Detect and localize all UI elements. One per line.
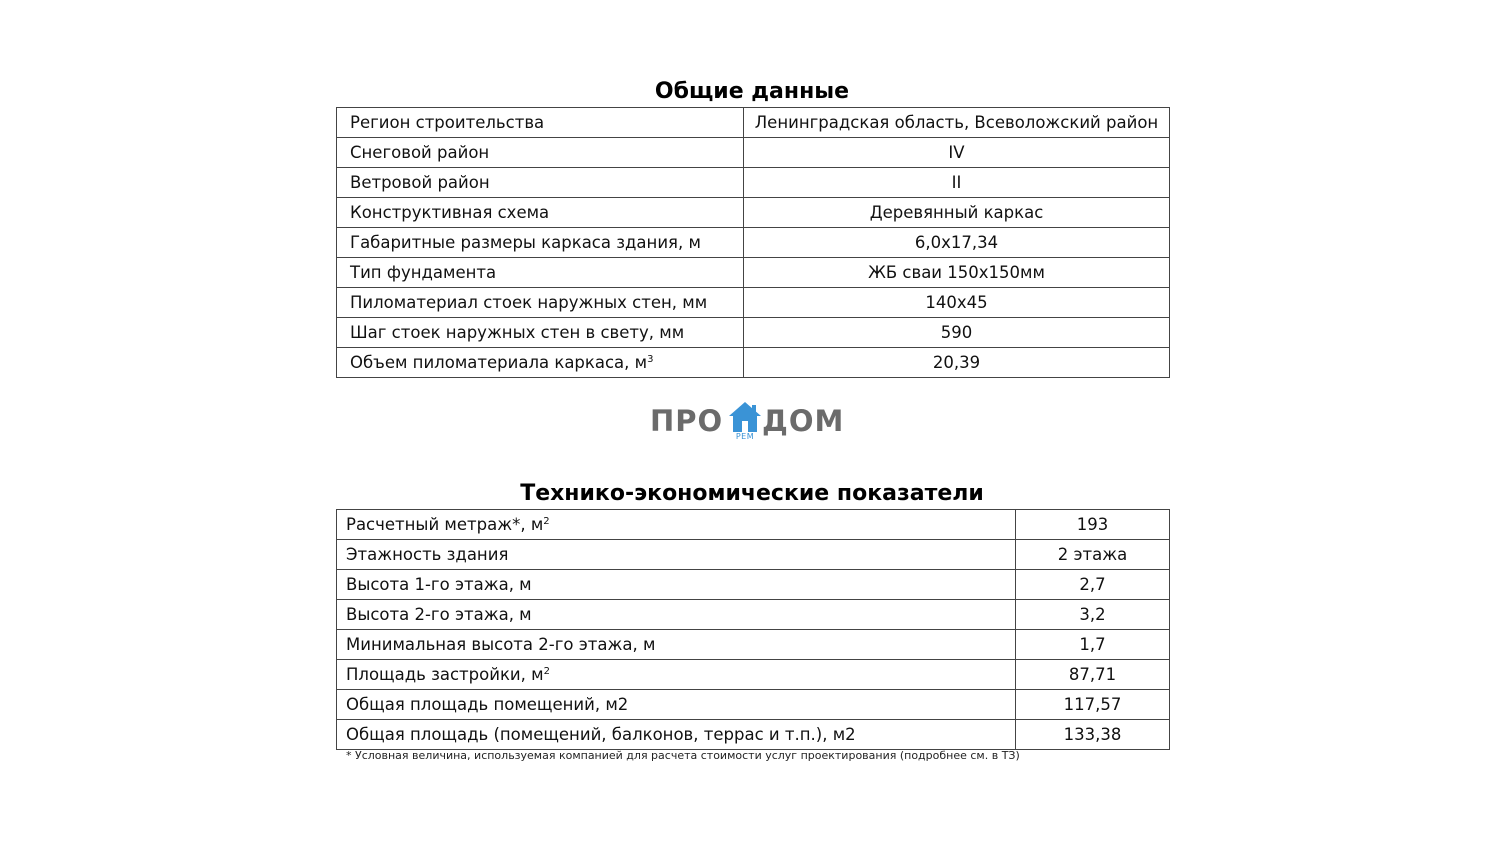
row-value: Деревянный каркас	[744, 198, 1170, 228]
row-label-cell	[337, 348, 744, 378]
row-value: IV	[744, 138, 1170, 168]
general-data-row	[337, 288, 1170, 318]
row-label-cell	[337, 288, 744, 318]
tech-indicator-row	[337, 720, 1170, 750]
row-value: 3,2	[1016, 600, 1170, 630]
row-label: Снеговой район	[350, 143, 490, 162]
row-value: 1,7	[1016, 630, 1170, 660]
unit-superscript: 3	[647, 354, 654, 365]
row-label-cell	[337, 540, 1016, 570]
general-data-title: Общие данные	[654, 79, 850, 104]
tech-indicator-row	[337, 690, 1170, 720]
row-value: II	[744, 168, 1170, 198]
row-value: 2 этажа	[1016, 540, 1170, 570]
tech-indicator-row	[337, 660, 1170, 690]
row-value: 193	[1016, 510, 1170, 540]
general-data-table	[336, 107, 1170, 378]
row-label-cell	[337, 138, 744, 168]
row-label: Ветровой район	[350, 173, 490, 192]
row-value: 2,7	[1016, 570, 1170, 600]
row-label: Тип фундамента	[350, 263, 497, 282]
general-data-row	[337, 168, 1170, 198]
logo-word-right: ДОМ	[762, 404, 845, 438]
tech-indicator-row	[337, 570, 1170, 600]
row-label: Расчетный метраж*, м	[346, 515, 544, 534]
general-data-row	[337, 198, 1170, 228]
general-data-row	[337, 348, 1170, 378]
row-value: 117,57	[1016, 690, 1170, 720]
row-label: Общая площадь помещений, м2	[346, 695, 629, 714]
general-data-row	[337, 318, 1170, 348]
row-label-cell	[337, 510, 1016, 540]
row-label-cell	[337, 168, 744, 198]
row-label-cell	[337, 318, 744, 348]
tech-indicators-table	[336, 509, 1170, 750]
row-label: Регион строительства	[350, 113, 545, 132]
row-label-cell	[337, 720, 1016, 750]
prodom-logo	[648, 400, 852, 444]
tech-indicators-title: Технико-экономические показатели	[520, 481, 984, 506]
row-label: Пиломатериал стоек наружных стен, мм	[350, 293, 708, 312]
row-value: 87,71	[1016, 660, 1170, 690]
row-value: 140х45	[744, 288, 1170, 318]
row-label: Этажность здания	[346, 545, 509, 564]
unit-superscript: 2	[543, 516, 550, 527]
row-label-cell	[337, 198, 744, 228]
row-label-cell	[337, 690, 1016, 720]
row-label: Высота 2-го этажа, м	[346, 605, 532, 624]
row-value: ЖБ сваи 150х150мм	[744, 258, 1170, 288]
row-label-cell	[337, 660, 1016, 690]
row-label-cell	[337, 108, 744, 138]
row-label-cell	[337, 258, 744, 288]
row-label: Минимальная высота 2-го этажа, м	[346, 635, 656, 654]
logo-small-text: РЕМ	[735, 432, 755, 441]
tech-indicator-row	[337, 600, 1170, 630]
row-label: Общая площадь (помещений, балконов, террас и т.п.), м2	[346, 725, 856, 744]
footnote: * Условная величина, используемая компанией для расчета стоимости услуг проектирования (подробнее см. в ТЗ)	[346, 749, 1020, 762]
row-label-cell	[337, 630, 1016, 660]
row-value: 590	[744, 318, 1170, 348]
row-value: 6,0х17,34	[744, 228, 1170, 258]
row-label-cell	[337, 600, 1016, 630]
row-label: Площадь застройки, м	[346, 665, 544, 684]
logo-word-left: ПРО	[650, 404, 724, 438]
tech-indicator-row	[337, 630, 1170, 660]
row-label-cell	[337, 570, 1016, 600]
general-data-row	[337, 108, 1170, 138]
general-data-row	[337, 258, 1170, 288]
row-value: 20,39	[744, 348, 1170, 378]
row-label-cell	[337, 228, 744, 258]
row-value: 133,38	[1016, 720, 1170, 750]
general-data-row	[337, 228, 1170, 258]
general-data-row	[337, 138, 1170, 168]
tech-indicator-row	[337, 540, 1170, 570]
row-label: Шаг стоек наружных стен в свету, мм	[350, 323, 685, 342]
tech-indicator-row	[337, 510, 1170, 540]
row-label: Высота 1-го этажа, м	[346, 575, 532, 594]
unit-superscript: 2	[543, 666, 550, 677]
row-value: Ленинградская область, Всеволожский район	[744, 108, 1170, 138]
row-label: Габаритные размеры каркаса здания, м	[350, 233, 701, 252]
row-label: Объем пиломатериала каркаса, м	[350, 353, 648, 372]
row-label: Конструктивная схема	[350, 203, 550, 222]
